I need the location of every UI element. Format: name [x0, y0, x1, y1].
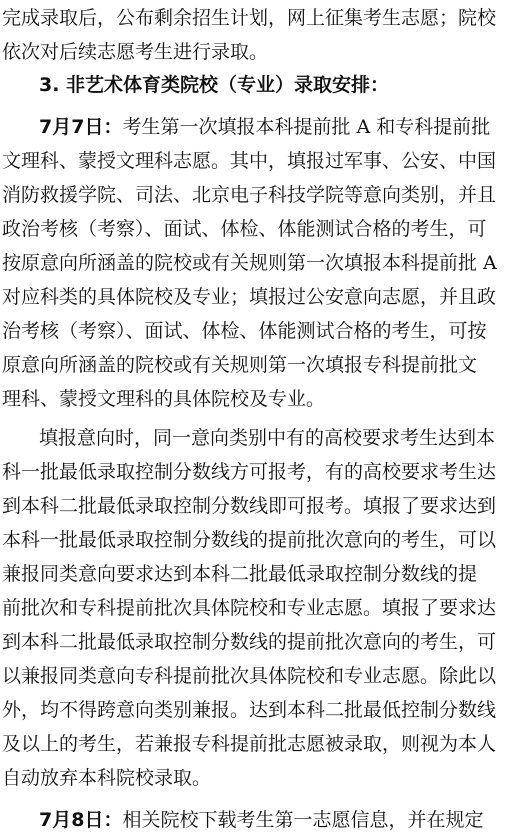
- text-line-20: [2, 657, 531, 695]
- line-text: 前批次和专科提前批次具体院校和专业志愿。填报了要求达: [2, 597, 497, 619]
- line-text: 理科、蒙授文理科的具体院校及专业。: [2, 388, 326, 410]
- line-text: 填报意向时，同一意向类别中有的高校要求考生达到本: [39, 427, 496, 449]
- text-line-18: [2, 589, 531, 627]
- text-line-19: [2, 623, 531, 661]
- text-line-10: [2, 312, 531, 350]
- text-line-11: [2, 346, 531, 384]
- text-line-23: [2, 759, 531, 797]
- line-text: 政治考核（考察）、面试、体检、体能测试合格的考生，可: [2, 218, 487, 240]
- line-text: 文理科、蒙授文理科志愿。其中，填报过军事、公安、中国: [2, 150, 497, 172]
- text-line-6: [2, 176, 531, 214]
- section-heading: [39, 66, 531, 104]
- text-line-13: [39, 419, 531, 457]
- text-line-5: [2, 142, 531, 180]
- line-text: 消防救援学院、司法、北京电子科技学院等意向类别，并且: [2, 184, 497, 206]
- line-text: 外，均不得跨意向类别兼报。达到本科二批最低控制分数线: [2, 699, 497, 721]
- text-line-1: [2, 0, 531, 37]
- text-line-16: [2, 521, 531, 559]
- line-text: 相关院校下载考生第一志愿信息，并在规定: [122, 809, 484, 831]
- text-line-9: [2, 278, 531, 316]
- line-text: 到本科二批最低录取控制分数线即可报考。填报了要求达到: [2, 495, 497, 517]
- date-label: 7月8日：: [39, 809, 123, 831]
- line-text: 兼报同类意向要求达到本科二批最低录取控制分数线的提: [2, 563, 478, 585]
- date-label: 7月7日：: [39, 116, 123, 138]
- line-text: 科一批最低录取控制分数线方可报考，有的高校要求考生达: [2, 461, 497, 483]
- text-line-14: [2, 453, 531, 491]
- line-text: 到本科二批最低录取控制分数线的提前批次意向的考生，可: [2, 631, 497, 653]
- line-text: 原意向所涵盖的院校或有关规则第一次填报专科提前批文: [2, 354, 478, 376]
- text-line-17: [2, 555, 531, 593]
- line-text: 治考核（考察）、面试、体检、体能测试合格的考生，可按: [2, 320, 487, 342]
- text-line-22: [2, 725, 531, 763]
- line-text: 完成录取后，公布剩余招生计划，网上征集考生志愿；院校: [2, 7, 497, 29]
- line-text: 及以上的考生，若兼报专科提前批志愿被录取，则视为本人: [2, 733, 497, 755]
- section-heading-text: 3. 非艺术体育类院校（专业）录取安排：: [39, 74, 390, 96]
- line-text: 考生第一次填报本科提前批 A 和专科提前批: [122, 116, 491, 138]
- text-line-12: [2, 380, 531, 418]
- text-line-7: [2, 210, 531, 248]
- line-text: 对应科类的具体院校及专业；填报过公安意向志愿，并且政: [2, 286, 497, 308]
- line-text: 以兼报同类意向专科提前批次具体院校和专业志愿。除此以: [2, 665, 497, 687]
- line-text: 自动放弃本科院校录取。: [2, 767, 212, 789]
- text-line-8: [2, 244, 531, 282]
- text-line-15: [2, 487, 531, 525]
- line-text: 依次对后续志愿考生进行录取。: [2, 41, 269, 63]
- line-text: 按原意向所涵盖的院校或有关规则第一次填报本科提前批 A: [2, 252, 497, 274]
- text-line-24: [39, 801, 531, 839]
- text-line-4: [39, 108, 531, 146]
- line-text: 本科一批最低录取控制分数线的提前批次意向的考生，可以: [2, 529, 497, 551]
- text-line-21: [2, 691, 531, 729]
